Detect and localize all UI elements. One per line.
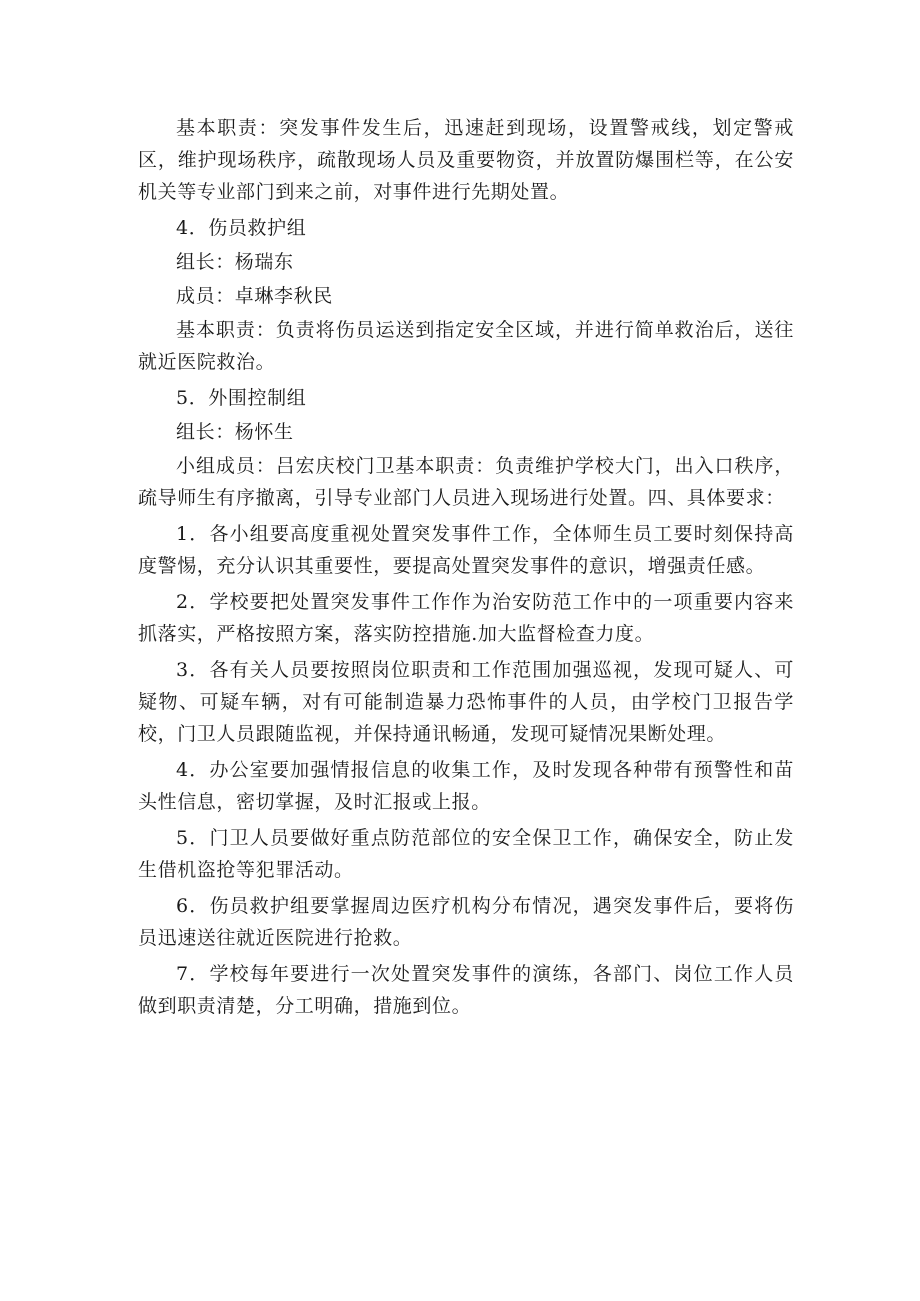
- perimeter-group-leader: 组长：杨怀生: [176, 421, 294, 443]
- requirement-item-7: 7．学校每年要进行一次处置突发事件的演练，各部门、岗位工作人员做到职责清楚，分工明确，措施到位。: [138, 963, 794, 1017]
- requirement-item-2: 2．学校要把处置突发事件工作作为治安防范工作中的一项重要内容来抓落实，严格按照方案，落实防控措施.加大监督检查力度。: [138, 591, 794, 645]
- requirement-item-5: 5．门卫人员要做好重点防范部位的安全保卫工作，确保安全，防止发生借机盗抢等犯罪活动。: [138, 827, 794, 881]
- requirement-item-3: 3．各有关人员要按照岗位职责和工作范围加强巡视，发现可疑人、可疑物、可疑车辆，对有可能制造暴力恐怖事件的人员，由学校门卫报告学校，门卫人员跟随监视，并保持通讯畅通，发现可疑情况果断处理。: [138, 659, 794, 745]
- paragraph-perimeter-members-duty: 小组成员：吕宏庆校门卫基本职责：负责维护学校大门，出入口秩序，疏导师生有序撤离，引导专业部门人员进入现场进行处置。四、具体要求：: [138, 455, 794, 509]
- rescue-group-leader: 组长：杨瑞东: [176, 251, 294, 273]
- heading-rescue-group: 4．伤员救护组: [176, 217, 307, 239]
- paragraph-duty-rescue: 基本职责：负责将伤员运送到指定安全区域，并进行简单救治后，送往就近医院救治。: [138, 319, 794, 373]
- requirement-item-4: 4．办公室要加强情报信息的收集工作，及时发现各种带有预警性和苗头性信息，密切掌握，及时汇报或上报。: [138, 759, 794, 813]
- heading-perimeter-group: 5．外围控制组: [176, 387, 307, 409]
- requirement-item-1: 1．各小组要高度重视处置突发事件工作，全体师生员工要时刻保持高度警惕，充分认识其重要性，要提高处置突发事件的意识，增强责任感。: [138, 523, 794, 577]
- document-body: [138, 112, 794, 1026]
- paragraph-duty-security: 基本职责：突发事件发生后，迅速赶到现场，设置警戒线，划定警戒区，维护现场秩序，疏散现场人员及重要物资，并放置防爆围栏等，在公安机关等专业部门到来之前，对事件进行先期处置。: [138, 117, 794, 203]
- rescue-group-members: 成员：卓琳李秋民: [176, 285, 333, 307]
- requirement-item-6: 6．伤员救护组要掌握周边医疗机构分布情况，遇突发事件后，要将伤员迅速送往就近医院进行抢救。: [138, 895, 794, 949]
